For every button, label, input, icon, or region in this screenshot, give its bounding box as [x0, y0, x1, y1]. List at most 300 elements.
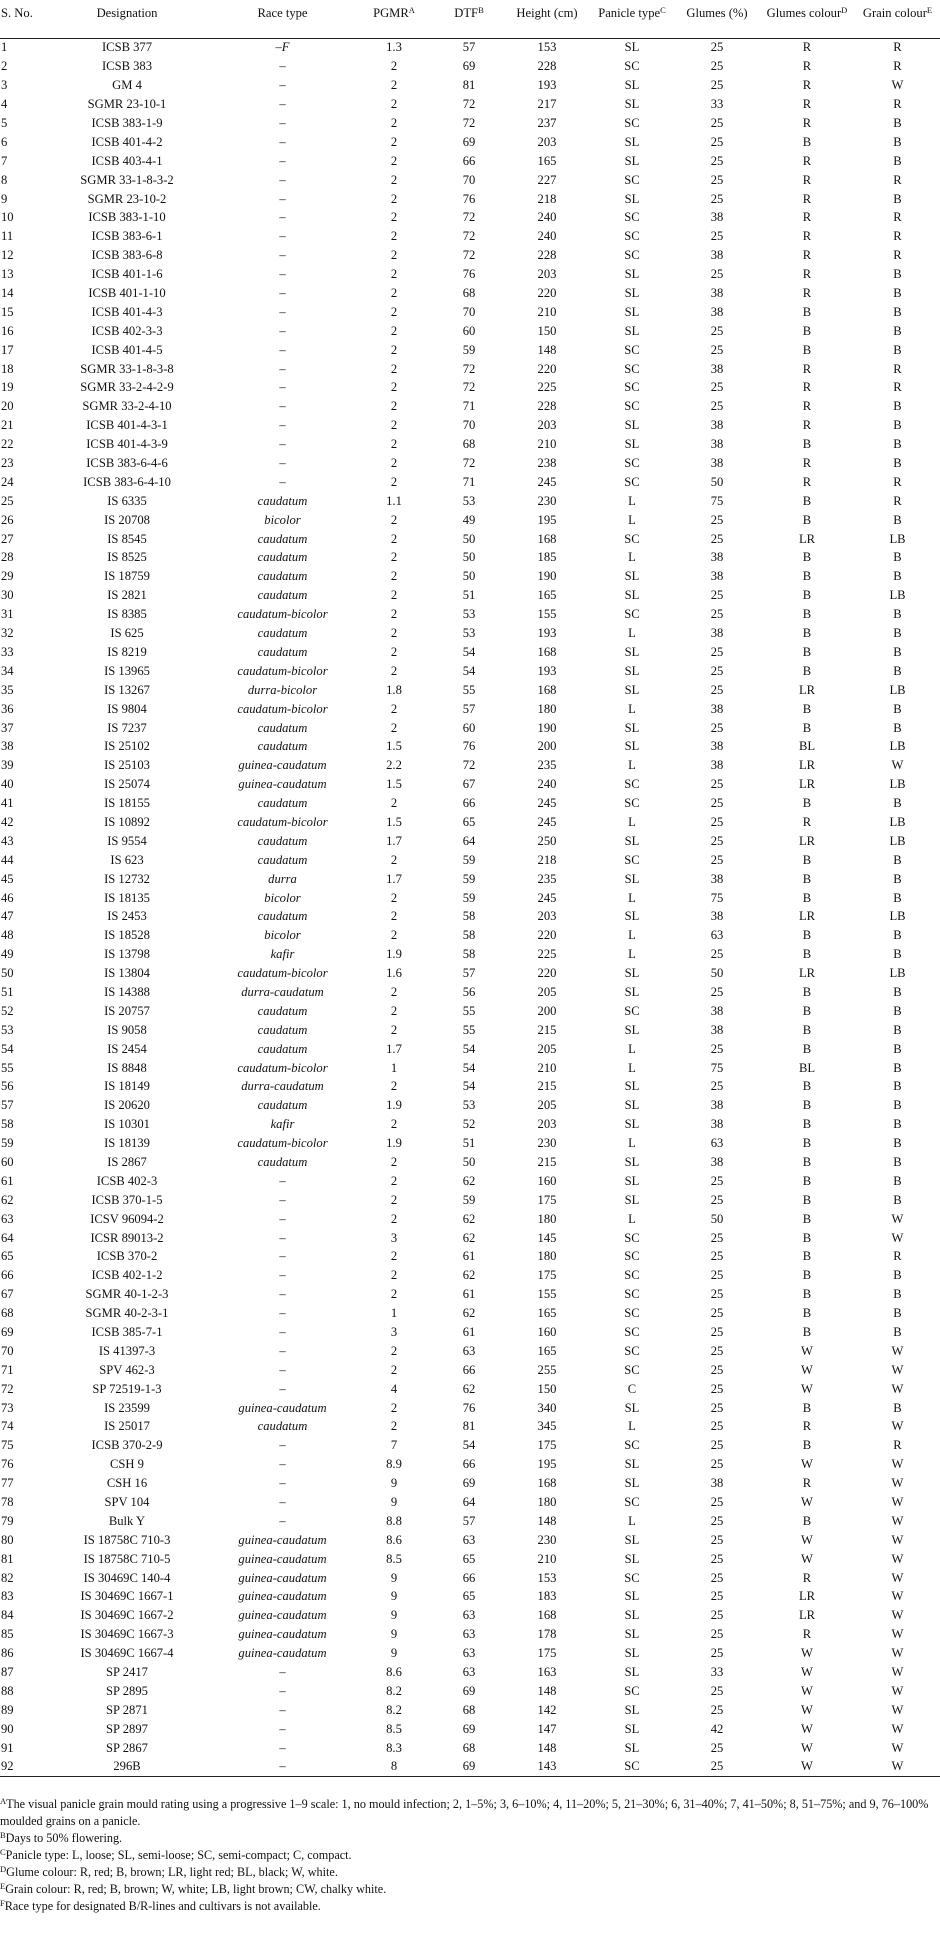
table-row	[0, 454, 940, 473]
cell-sno: 61	[1, 1173, 14, 1188]
cell-dtf: 76	[462, 1400, 476, 1415]
cell-glumes-pct: 25	[710, 116, 724, 130]
cell-dtf: 68	[462, 1702, 476, 1717]
table-row	[0, 379, 940, 398]
cell-glumes-pct: 25	[710, 1306, 724, 1321]
cell-race-type: –	[279, 380, 286, 395]
table-row	[0, 152, 940, 171]
cell-dtf: 68	[462, 286, 476, 301]
table-row	[0, 1493, 940, 1512]
cell-race-type: –	[279, 1211, 286, 1226]
cell-race-type: –	[279, 78, 286, 93]
cell-dtf: 61	[462, 1325, 476, 1339]
cell-pgmr: 8.3	[386, 1740, 402, 1755]
cell-pgmr: 3	[390, 1325, 398, 1339]
cell-panicle-type: SL	[624, 720, 640, 735]
cell-glumes-colour: B	[802, 1325, 812, 1339]
table-row	[0, 756, 940, 775]
cell-grain-colour: W	[891, 1211, 904, 1226]
cell-glumes-colour: B	[802, 701, 812, 716]
cell-glumes-pct: 25	[710, 380, 724, 395]
cell-pgmr: 2	[390, 361, 398, 376]
cell-grain-colour: W	[891, 78, 904, 93]
cell-pgmr: 1.5	[386, 814, 402, 829]
cell-dtf: 54	[462, 663, 476, 678]
table-row	[0, 983, 940, 1002]
table-row	[0, 1588, 940, 1607]
cell-race-type: –	[279, 1495, 286, 1510]
cell-glumes-pct: 25	[710, 1173, 724, 1188]
table-row	[0, 1380, 940, 1399]
header-glumes-pct: Glumes (%)	[675, 0, 759, 38]
cell-pgmr: 1.8	[386, 682, 402, 697]
cell-dtf: 57	[462, 701, 476, 716]
cell-race-type: caudatum	[257, 833, 308, 848]
cell-designation: ICSB 383-6-1	[91, 229, 163, 244]
cell-glumes-pct: 38	[710, 456, 724, 471]
cell-designation: ICSB 402-3	[96, 1173, 158, 1188]
cell-dtf: 72	[462, 758, 476, 773]
cell-designation: IS 30469C 1667-1	[80, 1589, 174, 1604]
cell-race-type: kafir	[270, 1117, 295, 1132]
cell-grain-colour: B	[893, 153, 902, 168]
cell-height: 142	[537, 1702, 557, 1717]
cell-grain-colour: W	[891, 1589, 904, 1604]
cell-panicle-type: SL	[624, 1532, 640, 1547]
cell-designation: IS 2454	[107, 1041, 147, 1056]
table-row	[0, 1474, 940, 1493]
cell-designation: 296B	[44, 1758, 210, 1777]
cell-height: 180	[537, 1249, 557, 1264]
cell-height: 200	[537, 1003, 557, 1018]
table-row	[0, 227, 940, 246]
cell-grain-colour: B	[893, 1173, 902, 1188]
cell-glumes-colour: B	[802, 304, 812, 319]
cell-race-type: –	[279, 116, 286, 130]
cell-grain-colour: W	[891, 1230, 904, 1245]
cell-panicle-type: SL	[624, 1589, 640, 1604]
cell-glumes-colour: B	[802, 663, 812, 678]
cell-sno: 92	[0, 1758, 44, 1777]
cell-glumes-pct: 38	[710, 758, 724, 773]
cell-height: 245	[537, 474, 557, 489]
cell-grain-colour: R	[893, 229, 902, 244]
cell-glumes-colour: W	[801, 1646, 813, 1661]
table-row	[0, 416, 940, 435]
cell-glumes-colour: BL	[798, 739, 816, 754]
cell-panicle-type: SL	[624, 682, 640, 697]
cell-designation: CSH 16	[106, 1476, 148, 1491]
cell-race-type: –	[279, 210, 286, 225]
cell-designation: IS 25074	[104, 777, 150, 792]
cell-grain-colour: B	[893, 644, 902, 659]
cell-sno: 10	[1, 210, 14, 225]
cell-race-type: caudatum	[257, 569, 308, 584]
cell-grain-colour: R	[893, 40, 902, 55]
cell-grain-colour: B	[893, 191, 902, 206]
cell-glumes-pct: 50	[710, 1211, 724, 1226]
cell-panicle-type: SL	[624, 97, 640, 112]
cell-grain-colour: B	[893, 947, 902, 962]
cell-glumes-colour: R	[802, 1419, 812, 1434]
cell-pgmr: 8.9	[386, 1457, 402, 1472]
cell-grain-colour: W	[891, 1627, 904, 1642]
cell-pgmr: 2	[390, 852, 398, 867]
cell-dtf: 66	[462, 796, 476, 811]
cell-grain-colour: B	[893, 1041, 902, 1056]
cell-pgmr: 9	[390, 1495, 398, 1510]
cell-dtf: 55	[462, 1022, 476, 1037]
cell-race-type: caudatum-bicolor	[237, 663, 328, 678]
cell-height: 255	[537, 1362, 557, 1377]
cell-glumes-colour: R	[802, 153, 812, 168]
cell-grain-colour: B	[893, 267, 902, 282]
table-row	[0, 95, 940, 114]
cell-panicle-type: SC	[624, 380, 640, 395]
cell-designation: IS 18528	[104, 928, 150, 943]
cell-dtf: 63	[462, 1665, 476, 1680]
cell-sno: 29	[1, 569, 14, 584]
cell-panicle-type: SC	[624, 1003, 640, 1018]
cell-glumes-pct: 25	[710, 1740, 724, 1755]
cell-race-type: caudatum	[257, 531, 308, 546]
cell-dtf: 55	[462, 1003, 476, 1018]
cell-sno: 55	[1, 1060, 14, 1075]
cell-height: 203	[537, 909, 557, 924]
cell-glumes-colour: W	[801, 1362, 813, 1377]
cell-glumes-pct: 25	[710, 191, 724, 206]
footnote-text: Grain colour: R, red; B, brown; W, white; LB, light brown; CW, chalky white.	[5, 1882, 387, 1896]
cell-dtf: 52	[462, 1117, 476, 1132]
cell-designation: IS 13267	[104, 682, 150, 697]
cell-dtf: 70	[462, 418, 476, 433]
cell-glumes-colour: W	[801, 1532, 813, 1547]
cell-height: 193	[537, 78, 557, 93]
cell-dtf: 60	[462, 720, 476, 735]
cell-pgmr: 8.2	[386, 1683, 402, 1698]
cell-grain-colour: W	[891, 1457, 904, 1472]
cell-glumes-colour: LR	[798, 777, 816, 792]
cell-height: 193	[537, 626, 557, 641]
cell-sno: 45	[1, 871, 14, 886]
cell-sno: 56	[1, 1079, 14, 1094]
header-glumes-colour: Glumes colour$^D$	[759, 0, 855, 38]
cell-race-type: guinea-caudatum	[238, 1551, 327, 1566]
cell-height: 220	[537, 966, 557, 981]
cell-glumes-colour: R	[802, 361, 812, 376]
cell-grain-colour: LB	[889, 588, 906, 603]
cell-grain-colour: B	[893, 418, 902, 433]
cell-race-type: –	[279, 1173, 286, 1188]
cell-pgmr: 2	[390, 191, 398, 206]
cell-dtf: 69	[462, 1683, 476, 1698]
cell-panicle-type: SL	[624, 1192, 640, 1207]
cell-glumes-colour: B	[802, 1438, 812, 1453]
cell-sno: 77	[1, 1476, 14, 1491]
cell-height: 200	[537, 739, 557, 754]
cell-dtf: 62	[462, 1211, 476, 1226]
cell-glumes-colour: B	[802, 796, 812, 811]
cell-glumes-pct: 25	[710, 947, 724, 962]
cell-designation: ICSB 377	[101, 40, 153, 55]
cell-panicle-type: SL	[624, 1608, 640, 1623]
cell-panicle-type: SC	[624, 852, 640, 867]
cell-height: 165	[537, 1306, 557, 1321]
cell-sno: 89	[1, 1702, 14, 1717]
cell-grain-colour: B	[893, 1079, 902, 1094]
cell-pgmr: 2	[390, 1343, 398, 1358]
cell-glumes-colour: B	[802, 1173, 812, 1188]
footnote-text: Days to 50% flowering.	[5, 1831, 123, 1845]
cell-designation: ICSB 401-1-10	[88, 286, 166, 301]
cell-grain-colour: B	[893, 626, 902, 641]
cell-race-type: –	[279, 1513, 286, 1528]
cell-sno: 62	[1, 1192, 14, 1207]
cell-dtf: 66	[462, 1362, 476, 1377]
cell-grain-colour: B	[893, 607, 902, 622]
cell-height: 160	[537, 1173, 557, 1188]
cell-grain-colour: W	[891, 1419, 904, 1434]
cell-dtf: 66	[462, 153, 476, 168]
cell-panicle-type: SC	[624, 1343, 640, 1358]
cell-glumes-colour: R	[802, 1570, 812, 1585]
cell-race-type: durra-caudatum	[241, 1079, 324, 1094]
cell-pgmr: 1.9	[386, 1136, 402, 1151]
cell-glumes-colour: B	[802, 720, 812, 735]
cell-dtf: 58	[462, 909, 476, 924]
cell-pgmr: 1.5	[386, 739, 402, 754]
cell-grain-colour: B	[893, 134, 902, 149]
cell-pgmr: 2	[390, 437, 398, 452]
cell-race-type: guinea-caudatum	[238, 758, 327, 773]
cell-designation: Bulk Y	[108, 1513, 146, 1528]
cell-glumes-pct: 75	[710, 890, 724, 905]
table-row	[0, 1758, 940, 1777]
cell-panicle-type: L	[628, 928, 636, 943]
cell-sno: 2	[1, 59, 8, 74]
table-body	[0, 38, 940, 1777]
table-row	[0, 1248, 940, 1267]
cell-dtf: 76	[462, 267, 476, 282]
table-row	[0, 926, 940, 945]
cell-dtf: 57	[462, 40, 476, 55]
cell-grain-colour: B	[893, 984, 902, 999]
cell-sno: 67	[1, 1287, 14, 1302]
cell-grain-colour: B	[893, 437, 902, 452]
cell-designation: IS 30469C 1667-2	[80, 1608, 174, 1623]
cell-sno: 13	[1, 267, 14, 282]
cell-height: 218	[537, 191, 557, 206]
cell-height: 168	[537, 644, 557, 659]
cell-grain-colour: B	[893, 1098, 902, 1113]
cell-panicle-type: SC	[624, 1495, 640, 1510]
cell-glumes-pct: 25	[710, 833, 724, 848]
table-row	[0, 1644, 940, 1663]
cell-grain-colour: B	[893, 1022, 902, 1037]
cell-height: 220	[537, 928, 557, 943]
cell-height: 227	[537, 172, 557, 187]
cell-race-type: –	[279, 172, 286, 187]
cell-height: 245	[537, 890, 557, 905]
cell-panicle-type: SC	[624, 1683, 640, 1698]
cell-height: 205	[537, 1098, 557, 1113]
cell-panicle-type: SL	[624, 1154, 640, 1169]
cell-glumes-pct: 25	[710, 1702, 724, 1717]
cell-pgmr: 2	[390, 418, 398, 433]
cell-glumes-colour: LR	[798, 966, 816, 981]
cell-glumes-colour: R	[802, 116, 812, 130]
cell-grain-colour: B	[893, 796, 902, 811]
cell-dtf: 54	[462, 1041, 476, 1056]
cell-grain-colour: B	[893, 512, 902, 527]
cell-grain-colour: R	[893, 361, 902, 376]
cell-dtf: 65	[462, 814, 476, 829]
cell-height: 180	[537, 1211, 557, 1226]
cell-race-type: guinea-caudatum	[238, 1570, 327, 1585]
cell-designation: IS 8545	[107, 531, 147, 546]
cell-pgmr: 1.1	[386, 493, 402, 508]
footnote-text: Race type for designated B/R-lines and cultivars is not available.	[4, 1899, 321, 1913]
cell-glumes-pct: 38	[710, 437, 724, 452]
cell-height: 175	[537, 1438, 557, 1453]
cell-panicle-type: L	[628, 890, 636, 905]
cell-dtf: 63	[462, 1608, 476, 1623]
cell-pgmr: 9	[390, 1608, 398, 1623]
cell-designation: IS 23599	[104, 1400, 150, 1415]
cell-height: 168	[537, 531, 557, 546]
cell-dtf: 51	[462, 1136, 476, 1151]
cell-glumes-pct: 42	[710, 1721, 724, 1736]
cell-glumes-colour: R	[802, 814, 812, 829]
cell-race-type: –	[279, 1268, 286, 1283]
cell-designation: SGMR 23-10-2	[87, 191, 167, 206]
cell-race-type: –	[279, 1230, 286, 1245]
cell-panicle-type: SL	[624, 663, 640, 678]
cell-pgmr: 2	[390, 663, 398, 678]
cell-glumes-colour: W	[801, 1702, 813, 1717]
cell-race-type: –	[279, 1362, 286, 1377]
cell-glumes-pct: 25	[710, 1268, 724, 1283]
cell-dtf: 60	[462, 323, 476, 338]
cell-pgmr: 2	[390, 1268, 398, 1283]
cell-height: 183	[537, 1589, 557, 1604]
footnote	[0, 1898, 936, 1915]
cell-height: 147	[537, 1721, 557, 1736]
cell-height: 210	[537, 1551, 557, 1566]
cell-race-type: caudatum-bicolor	[237, 1060, 328, 1075]
cell-height: 185	[537, 550, 557, 565]
cell-height: 195	[537, 512, 557, 527]
header-grain-colour: Grain colour$^E$	[855, 0, 940, 38]
cell-glumes-colour: W	[759, 1758, 855, 1777]
cell-sno: 32	[1, 626, 14, 641]
cell-dtf: 72	[462, 229, 476, 244]
cell-glumes-pct: 25	[710, 644, 724, 659]
cell-designation: ICSB 401-4-2	[91, 134, 163, 149]
cell-panicle-type: SL	[624, 1476, 640, 1491]
cell-race-type: –	[279, 1665, 286, 1680]
cell-designation: IS 18135	[104, 890, 150, 905]
cell-designation: SP 2417	[106, 1665, 148, 1680]
cell-height: 175	[537, 1192, 557, 1207]
cell-designation: IS 20620	[104, 1098, 150, 1113]
cell-pgmr: 2	[390, 456, 398, 471]
cell-glumes-pct: 25	[710, 1230, 724, 1245]
cell-panicle-type: SL	[624, 1627, 640, 1642]
cell-designation: IS 8848	[107, 1060, 147, 1075]
cell-height: 240	[537, 229, 557, 244]
table-row	[0, 1682, 940, 1701]
cell-height: 250	[537, 833, 557, 848]
cell-grain-colour: R	[893, 1438, 902, 1453]
header-panicle-type: Panicle type$^C$	[589, 0, 675, 38]
cell-race-type: –	[279, 1249, 286, 1264]
cell-dtf: 66	[462, 1570, 476, 1585]
cell-dtf: 64	[462, 833, 476, 848]
cell-race-type: –	[279, 1476, 286, 1491]
cell-panicle-type: SC	[624, 1306, 640, 1321]
cell-pgmr: 2	[390, 323, 398, 338]
cell-panicle-type: SL	[624, 1098, 640, 1113]
cell-dtf: 51	[462, 588, 476, 603]
cell-pgmr: 1.7	[386, 833, 402, 848]
cell-designation: IS 2453	[107, 909, 147, 924]
cell-pgmr: 8.6	[386, 1665, 402, 1680]
cell-designation: ICSB 401-4-5	[91, 342, 163, 357]
cell-glumes-colour: B	[802, 1022, 812, 1037]
cell-glumes-colour: B	[802, 871, 812, 886]
cell-sno: 21	[1, 418, 14, 433]
cell-panicle-type: L	[628, 626, 636, 641]
cell-glumes-colour: B	[802, 1003, 812, 1018]
cell-dtf: 72	[462, 116, 476, 130]
cell-designation: IS 25017	[104, 1419, 150, 1434]
cell-race-type: –	[279, 456, 286, 471]
cell-designation: ICSB 385-7-1	[91, 1325, 163, 1339]
table-row	[0, 76, 940, 95]
cell-dtf: 70	[462, 304, 476, 319]
cell-glumes-pct: 38	[710, 626, 724, 641]
cell-pgmr: 2	[390, 1079, 398, 1094]
cell-dtf: 63	[462, 1343, 476, 1358]
cell-glumes-colour: BL	[798, 1060, 816, 1075]
cell-race-type: –	[279, 1683, 286, 1698]
cell-sno: 17	[1, 342, 14, 357]
cell-glumes-pct: 50	[710, 474, 724, 489]
cell-designation: IS 623	[110, 852, 144, 867]
cell-panicle-type: SC	[624, 399, 640, 414]
table-row	[0, 1021, 940, 1040]
cell-sno: 52	[1, 1003, 14, 1018]
cell-panicle-type: SC	[624, 116, 640, 130]
cell-sno: 26	[1, 512, 14, 527]
cell-panicle-type: SL	[624, 739, 640, 754]
cell-height: 228	[537, 399, 557, 414]
cell-race-type: –F	[275, 40, 290, 55]
cell-sno: 14	[1, 286, 14, 301]
cell-glumes-colour: B	[802, 1287, 812, 1302]
footnotes	[0, 1796, 936, 1915]
cell-panicle-type: SC	[624, 1249, 640, 1264]
cell-designation: GM 4	[112, 78, 142, 93]
cell-height: 153	[537, 1570, 557, 1585]
cell-dtf: 72	[462, 456, 476, 471]
cell-pgmr: 2	[390, 512, 398, 527]
cell-height: 225	[537, 947, 557, 962]
cell-glumes-colour: B	[802, 1154, 812, 1169]
table-row	[0, 889, 940, 908]
cell-grain-colour: W	[891, 1532, 904, 1547]
